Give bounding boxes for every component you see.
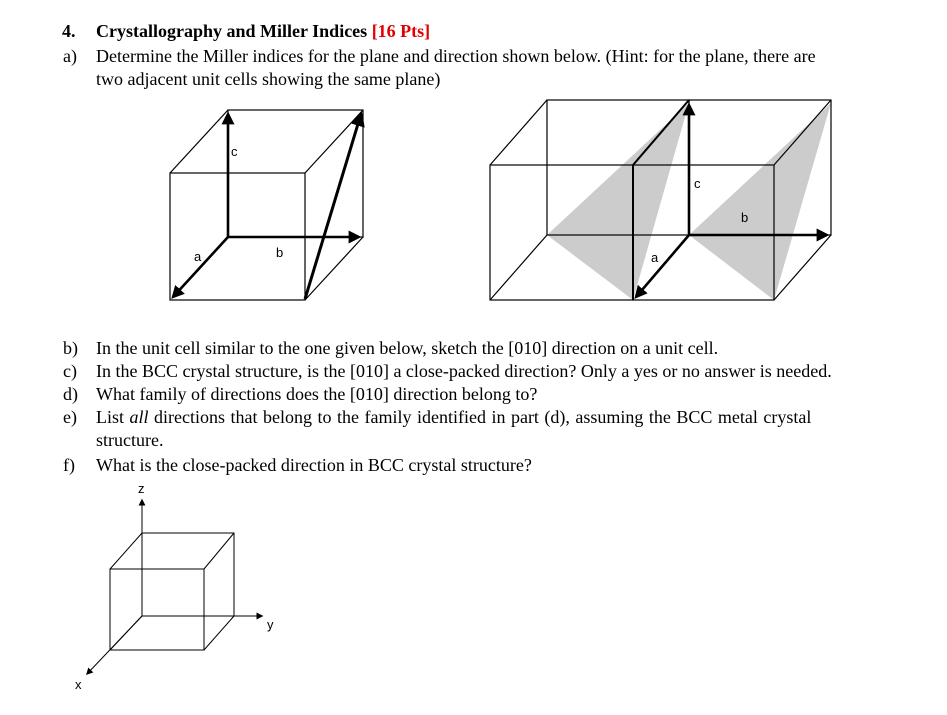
cube-1-label-c: c	[231, 144, 238, 159]
part-f-letter: f)	[63, 455, 75, 475]
axes-cube-label-y: y	[267, 617, 274, 632]
part-a-line1: Determine the Miller indices for the plane and direction shown below. (Hint: for the plane, there are	[96, 46, 816, 66]
plane-right-triangle	[689, 103, 831, 300]
double-cube-label-b: b	[741, 210, 749, 225]
cube-1-axis-a	[173, 237, 228, 297]
axes-cube-front-face	[110, 569, 204, 650]
part-b-letter: b)	[63, 338, 78, 358]
part-e-line1	[96, 406, 811, 428]
part-f-text: What is the close-packed direction in BCC crystal structure?	[96, 455, 532, 475]
part-e-before-italic: List	[96, 407, 130, 427]
double-cube-label-c: c	[694, 176, 701, 191]
axes-cube-label-z: z	[138, 481, 145, 496]
cube-1-label-a: a	[194, 249, 202, 264]
part-a-letter: a)	[63, 46, 77, 66]
part-e-letter: e)	[63, 407, 77, 427]
cube-1	[170, 110, 363, 300]
part-e-italic: all	[129, 407, 149, 427]
axes-cube	[75, 481, 274, 692]
double-cube	[490, 100, 831, 300]
axes-cube-back-face	[142, 533, 234, 616]
axes-cube-x-axis	[87, 616, 142, 674]
question-number: 4.	[62, 21, 76, 41]
question-title-text: Crystallography and Miller Indices	[96, 21, 368, 41]
cube-1-label-b: b	[276, 245, 284, 260]
part-d-letter: d)	[63, 384, 78, 404]
part-b-text: In the unit cell similar to the one given below, sketch the [010] direction on a unit cell.	[96, 338, 719, 358]
part-c-letter: c)	[63, 361, 77, 381]
part-d-text: What family of directions does the [010] direction belong to?	[96, 384, 538, 404]
double-cube-label-a: a	[651, 250, 659, 265]
part-e-after-italic: directions that belong to the family identified in part (d), assuming the BCC metal crystal	[148, 407, 812, 427]
axes-cube-label-x: x	[75, 677, 82, 692]
part-c-text: In the BCC crystal structure, is the [010] a close-packed direction? Only a yes or no answer is needed.	[96, 361, 832, 381]
part-a-line2: two adjacent unit cells showing the same plane)	[96, 69, 441, 89]
part-e-line2: structure.	[96, 430, 164, 450]
question-points: [16 Pts]	[371, 21, 431, 41]
plane-left-triangle	[547, 103, 689, 300]
